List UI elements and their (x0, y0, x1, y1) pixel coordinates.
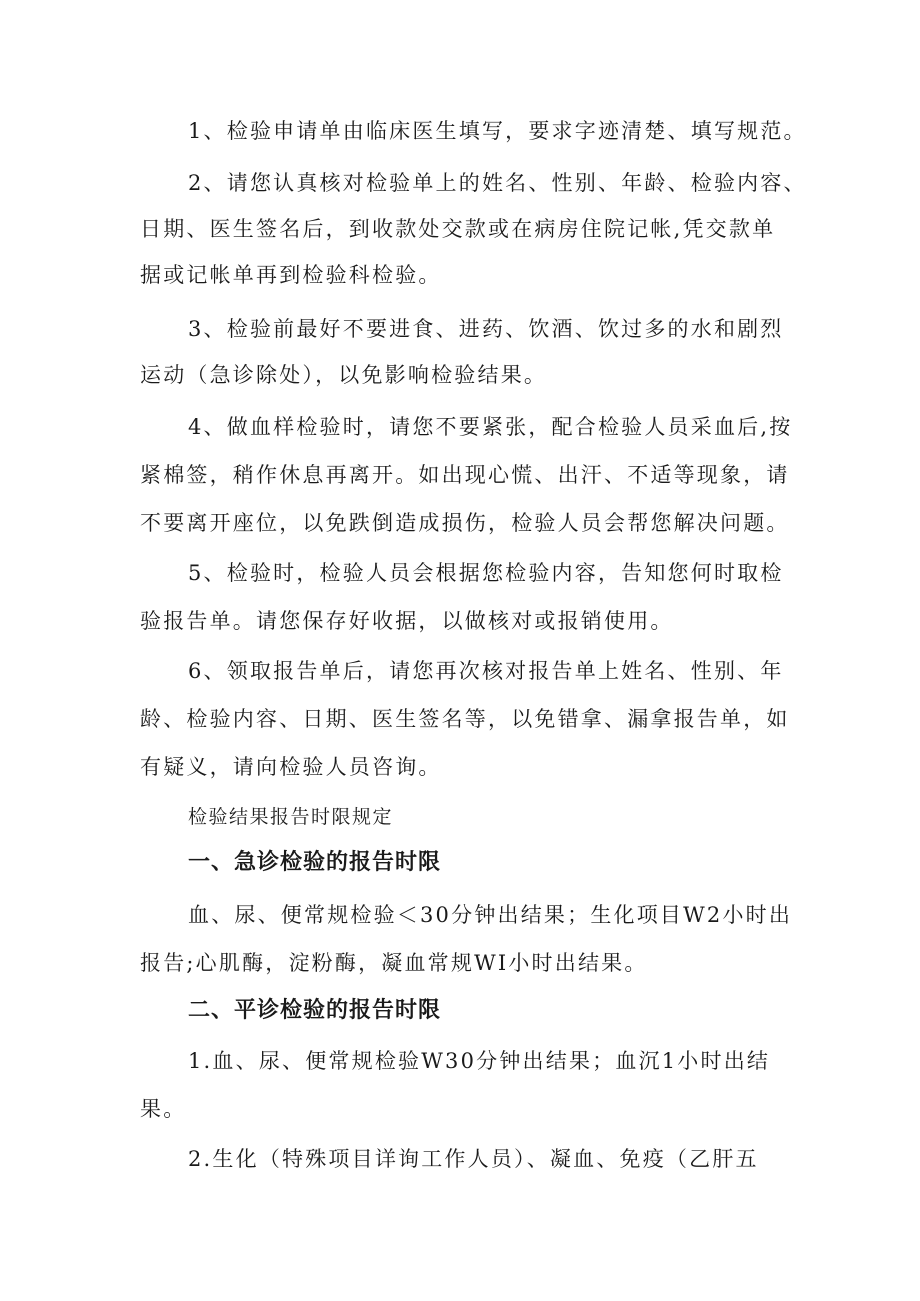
paragraph-6-line-2: 龄、检验内容、日期、医生签名等，以免错拿、漏拿报告单，如 (140, 707, 790, 731)
paragraph-6-line-1: 6、领取报告单后，请您再次核对报告单上姓名、性别、年 (188, 659, 784, 683)
heading-emergency: 一、急诊检验的报告时限 (188, 850, 442, 875)
emergency-line-1: 血、尿、便常规检验＜30分钟出结果；生化项目W2小时出 (188, 903, 793, 927)
routine-item-1-line-2: 果。 (140, 1097, 187, 1121)
paragraph-4-line-3: 不要离开座位，以免跌倒造成损伤，检验人员会帮您解决问题。 (140, 511, 790, 535)
heading-routine: 二、平诊检验的报告时限 (188, 998, 442, 1023)
paragraph-3-line-2: 运动（急诊除处），以免影响检验结果。 (140, 363, 548, 387)
paragraph-4-line-2: 紧棉签，稍作休息再离开。如出现心慌、出汗、不适等现象，请 (140, 463, 790, 487)
paragraph-2-line-1: 2、请您认真核对检验单上的姓名、性别、年龄、检验内容、 (188, 171, 807, 195)
paragraph-2-line-3: 据或记帐单再到检验科检验。 (140, 263, 442, 287)
section-title: 检验结果报告时限规定 (188, 806, 394, 828)
routine-item-1-line-1: 1.血、尿、便常规检验W30分钟出结果；血沉1小时出结 (188, 1049, 771, 1073)
paragraph-6-line-3: 有疑义，请向检验人员咨询。 (140, 755, 442, 779)
paragraph-3-line-1: 3、检验前最好不要进食、进药、饮酒、饮过多的水和剧烈 (188, 317, 784, 341)
paragraph-2-line-2: 日期、医生签名后，到收款处交款或在病房住院记帐,凭交款单 (140, 217, 776, 241)
paragraph-5-line-1: 5、检验时，检验人员会根据您检验内容，告知您何时取检 (188, 561, 784, 585)
emergency-line-2: 报告;心肌酶，淀粉酶，凝血常规WI小时出结果。 (140, 951, 648, 975)
paragraph-5-line-2: 验报告单。请您保存好收据，以做核对或报销使用。 (140, 609, 674, 633)
paragraph-1-line-1: 1、检验申请单由临床医生填写，要求字迹清楚、填写规范。 (188, 119, 807, 143)
routine-item-2-line-1: 2.生化（特殊项目详询工作人员）、凝血、免疫（乙肝五 (188, 1147, 759, 1171)
paragraph-4-line-1: 4、做血样检验时，请您不要紧张，配合检验人员采血后,按 (188, 415, 793, 439)
